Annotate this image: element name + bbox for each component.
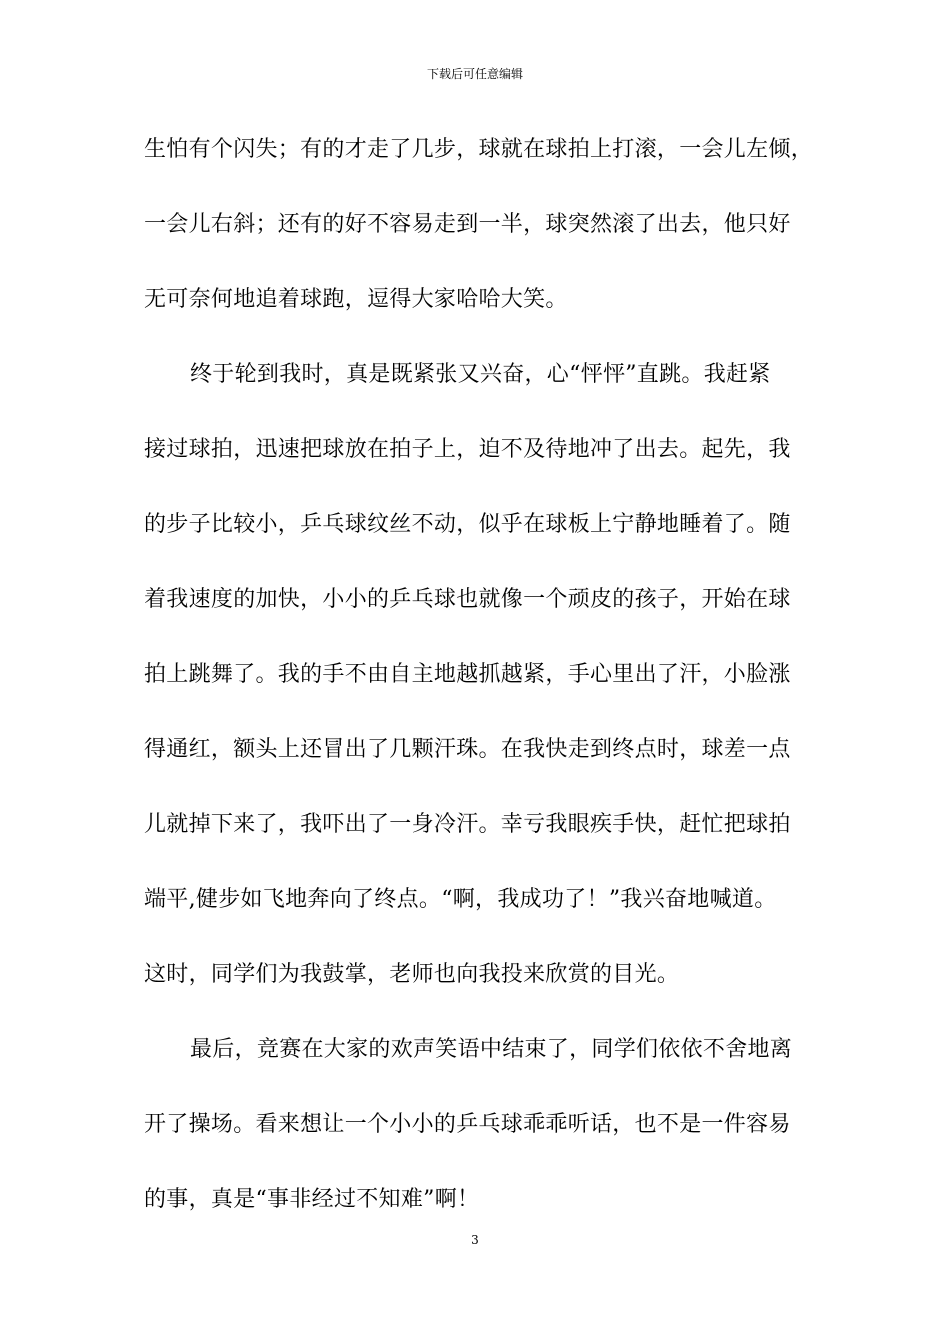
text-line: 一会儿右斜；还有的好不容易走到一半，球突然滚了出去，他只好 [144,212,791,237]
text-line: 端平,健步如飞地奔向了终点。“啊，我成功了！”我兴奋地喊道。 [144,887,777,912]
text-line: 拍上跳舞了。我的手不由自主地越抓越紧，手心里出了汗，小脸涨 [144,662,791,687]
text-line: 着我速度的加快，小小的乒乓球也就像一个顽皮的孩子，开始在球 [144,587,791,612]
text-line: 生怕有个闪失；有的才走了几步，球就在球拍上打滚，一会儿左倾， [144,137,814,162]
text-line: 无可奈何地追着球跑，逗得大家哈哈大笑。 [144,287,568,312]
text-line: 的事，真是“事非经过不知难”啊！ [144,1187,480,1212]
paragraph-start-line: 最后，竞赛在大家的欢声笑语中结束了，同学们依依不舍地离 [190,1037,793,1062]
paragraph-start-line: 终于轮到我时，真是既紧张又兴奋，心“怦怦”直跳。我赶紧 [190,362,771,387]
text-line: 开了操场。看来想让一个小小的乒乓球乖乖听话，也不是一件容易 [144,1112,791,1137]
text-line: 这时，同学们为我鼓掌，老师也向我投来欣赏的目光。 [144,962,680,987]
text-line: 接过球拍，迅速把球放在拍子上，迫不及待地冲了出去。起先，我 [144,437,791,462]
body-text [144,124,824,1249]
header-note: 下载后可任意编辑 [426,67,523,81]
text-line: 的步子比较小，乒乓球纹丝不动，似乎在球板上宁静地睡着了。随 [144,512,791,537]
page-number: 3 [471,1233,479,1247]
text-line: 得通红，额头上还冒出了几颗汗珠。在我快走到终点时，球差一点 [144,737,791,762]
text-line: 儿就掉下来了，我吓出了一身冷汗。幸亏我眼疾手快，赶忙把球拍 [144,812,791,837]
